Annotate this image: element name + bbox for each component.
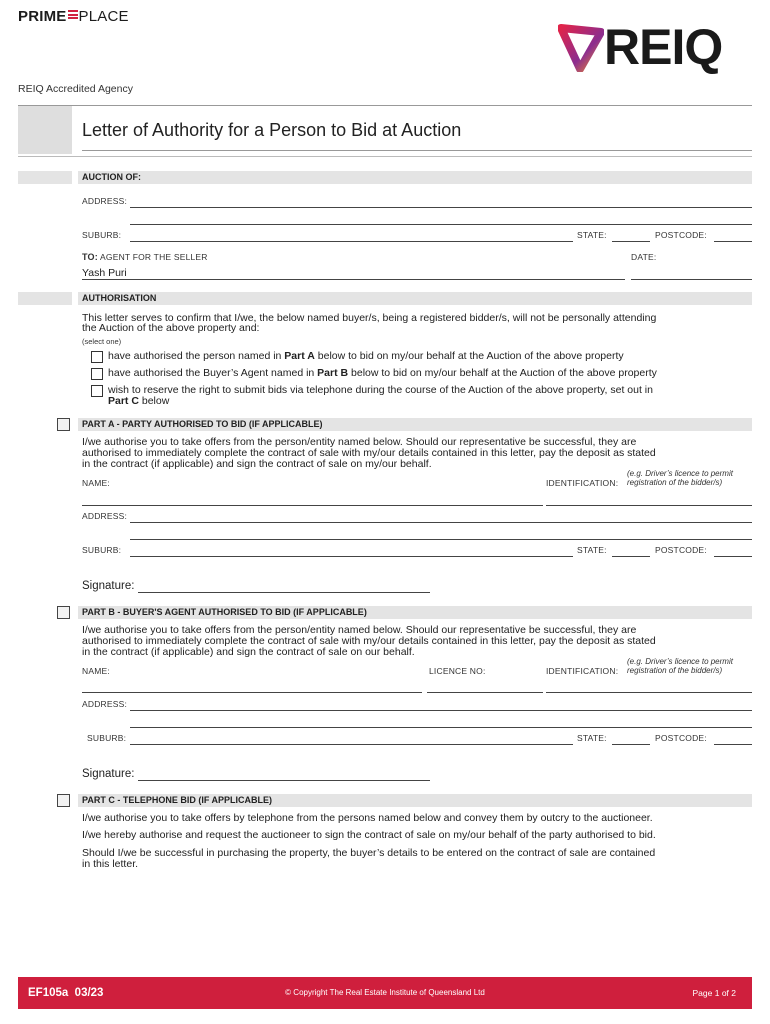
part-a-id-note-2: registration of the bidder/s) [627,478,723,487]
divider [18,105,752,106]
section-heading-part-b: PART B - BUYER'S AGENT AUTHORISED TO BID (IF APPLICABLE) [82,607,367,617]
part-a-address-field-2[interactable] [130,539,752,540]
part-a-id-note-1: (e.g. Driver’s licence to permit [627,469,733,478]
address-field[interactable] [130,207,752,208]
part-c-checkbox[interactable] [57,794,70,807]
agent-field[interactable] [82,279,625,280]
part-a-signature-field[interactable] [138,592,430,593]
state-label: STATE: [577,230,607,240]
part-a-postcode-field[interactable] [714,556,752,557]
footer-bar [18,977,752,1009]
part-b-address-label: ADDRESS: [82,699,128,709]
authorisation-intro-1: This letter serves to confirm that I/we, the below named buyer/s, being a registered bidder/s, will not be personally attending [82,312,657,324]
form-code: EF105a 03/23 [28,987,104,999]
page-title: Letter of Authority for a Person to Bid at Auction [82,120,462,140]
part-c-text-4: in this letter. [82,858,139,870]
part-b-address-field[interactable] [130,710,752,711]
part-b-signature-field[interactable] [138,780,430,781]
part-a-suburb-field[interactable] [130,556,573,557]
part-b-suburb-field[interactable] [130,744,573,745]
part-b-licence-label: LICENCE NO: [429,666,486,676]
copyright-text: © Copyright The Real Estate Institute of Queensland Ltd [285,988,485,997]
part-b-id-note-2: registration of the bidder/s) [627,666,723,675]
brand-logo: PRIME PLACE [18,8,129,25]
part-b-text-2: authorised to immediately complete the contract of sale with my/our details contained in this letter, pay the deposit as stated [82,635,656,647]
reiq-logo: REIQ [558,22,758,74]
part-a-state-label: STATE: [577,545,607,555]
part-b-identification-label: IDENTIFICATION: [546,666,619,676]
option-part-c-checkbox[interactable] [91,385,103,397]
option-part-c-label-2: Part C below [108,395,170,407]
part-c-text-1: I/we authorise you to take offers by telephone from the persons named below and convey them by outcry to the auctioneer. [82,812,653,824]
part-b-suburb-label: SUBURB: [87,733,127,743]
page-number: Page 1 of 2 [692,988,736,998]
part-a-state-field[interactable] [612,556,650,557]
part-a-name-field[interactable] [82,505,543,506]
divider [82,150,752,151]
option-part-b-checkbox[interactable] [91,368,103,380]
part-b-state-field[interactable] [612,744,650,745]
postcode-field[interactable] [714,241,752,242]
option-part-c-label-1: wish to reserve the right to submit bids via telephone during the course of the Auction of the above property, set out in [108,384,653,396]
part-b-identification-field[interactable] [546,692,752,693]
option-part-a-label: have authorised the person named in Part A below to bid on my/our behalf at the Auction of the above property [108,350,624,362]
option-part-a-checkbox[interactable] [91,351,103,363]
part-a-address-label: ADDRESS: [82,511,128,521]
part-a-signature-label: Signature: [82,580,135,592]
part-a-postcode-label: POSTCODE: [655,545,707,555]
reiq-triangle-icon [558,22,604,72]
part-b-licence-field[interactable] [427,692,543,693]
part-a-text-2: authorised to immediately complete the contract of sale with my/our details contained in this letter, pay the deposit as stated [82,447,656,459]
suburb-field[interactable] [130,241,573,242]
section-heading-part-a: PART A - PARTY AUTHORISED TO BID (IF APPLICABLE) [82,419,323,429]
brand-separator-icon [68,10,78,19]
agency-label: REIQ Accredited Agency [18,83,133,95]
divider [18,156,752,157]
part-b-postcode-field[interactable] [714,744,752,745]
part-c-text-3: Should I/we be successful in purchasing the property, the buyer’s details to be entered on the contract of sale are contained [82,847,656,859]
part-b-id-note-1: (e.g. Driver’s licence to permit [627,657,733,666]
section-heading-auction: AUCTION OF: [82,172,141,182]
section-bar [18,171,72,184]
part-a-address-field[interactable] [130,522,752,523]
part-b-postcode-label: POSTCODE: [655,733,707,743]
part-b-checkbox[interactable] [57,606,70,619]
state-field[interactable] [612,241,650,242]
address-field-2[interactable] [130,224,752,225]
part-a-name-label: NAME: [82,478,110,488]
to-label: TO: AGENT FOR THE SELLER [82,252,208,262]
part-b-text-1: I/we authorise you to take offers from the person/entity named below. Should our representative be successful, they are [82,624,637,636]
part-b-name-label: NAME: [82,666,110,676]
title-block [18,106,72,154]
part-a-suburb-label: SUBURB: [82,545,122,555]
part-b-address-field-2[interactable] [130,727,752,728]
suburb-label: SUBURB: [82,230,122,240]
agent-name-value[interactable]: Yash Puri [82,267,127,279]
date-field[interactable] [631,279,752,280]
part-b-text-3: in the contract (if applicable) and sign the contract of sale on our behalf. [82,646,415,658]
section-bar [78,292,752,305]
postcode-label: POSTCODE: [655,230,707,240]
date-label: DATE: [631,252,657,262]
section-heading-part-c: PART C - TELEPHONE BID (IF APPLICABLE) [82,795,272,805]
select-one-note: (select one) [82,337,122,346]
section-bar [78,171,752,184]
part-b-signature-label: Signature: [82,768,135,780]
part-a-text-3: in the contract (if applicable) and sign the contract of sale on my/our behalf. [82,458,432,470]
part-a-text-1: I/we authorise you to take offers from the person/entity named below. Should our representative be successful, they are [82,436,637,448]
part-b-name-field[interactable] [82,692,422,693]
section-heading-authorisation: AUTHORISATION [82,293,157,303]
authorisation-intro-2: the Auction of the above property and: [82,322,260,334]
option-part-b-label: have authorised the Buyer’s Agent named in Part B below to bid on my/our behalf at the Auction of the above property [108,367,657,379]
part-a-identification-field[interactable] [546,505,752,506]
section-bar [18,292,72,305]
part-a-checkbox[interactable] [57,418,70,431]
part-b-state-label: STATE: [577,733,607,743]
part-c-text-2: I/we hereby authorise and request the auctioneer to sign the contract of sale on my/our behalf of the party authorised to bid. [82,829,656,841]
part-a-identification-label: IDENTIFICATION: [546,478,619,488]
address-label: ADDRESS: [82,196,128,206]
